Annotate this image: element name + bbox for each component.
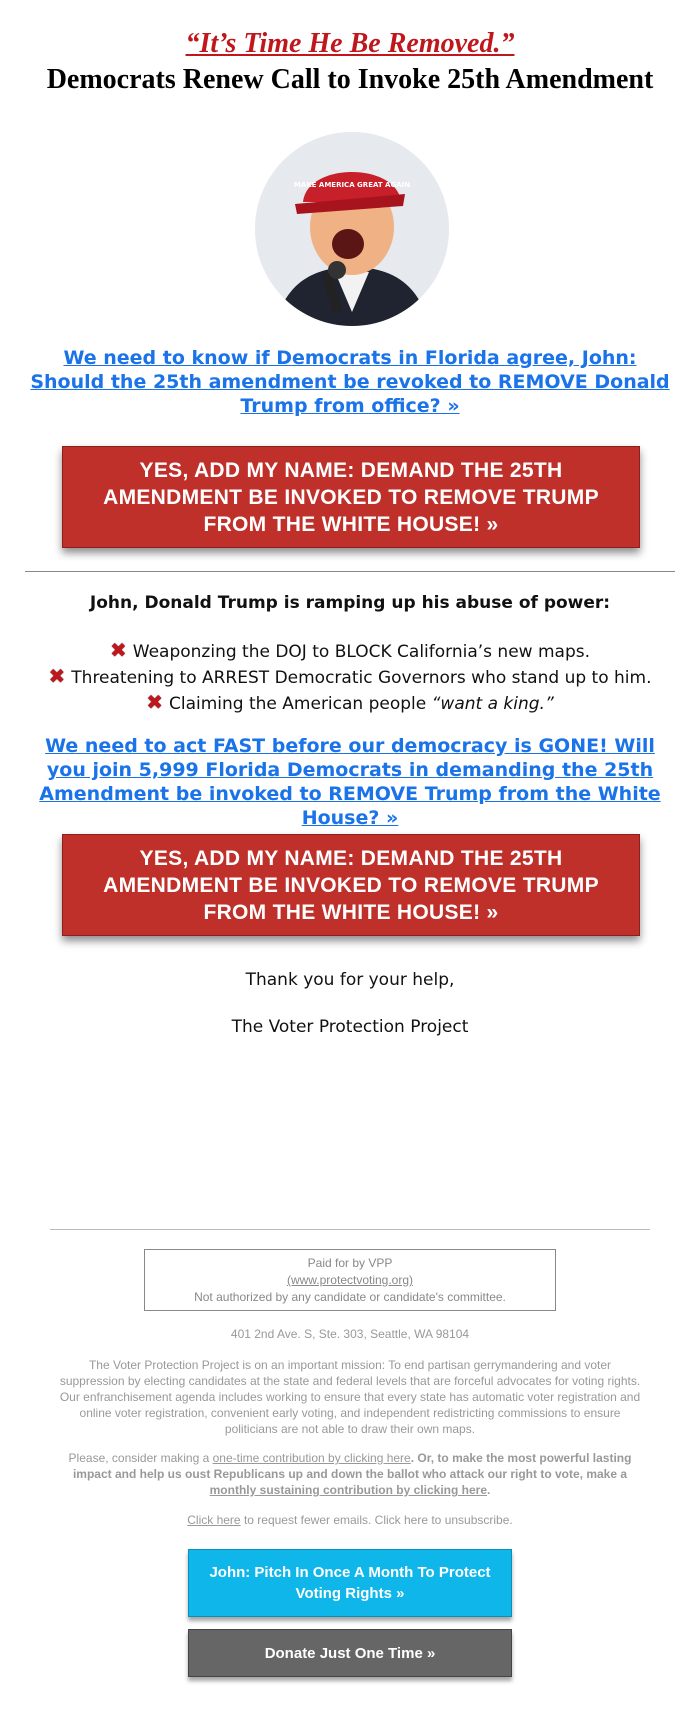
contrib-mid: . Or, to make the most powerful lasting impact and help us oust Republicans up and down the ballot who attack our right to vote, make a	[72, 1451, 632, 1481]
contrib-end: .	[487, 1483, 491, 1497]
lead-text: John, Donald Trump is ramping up his abuse of power:	[89, 593, 611, 613]
x-mark-icon: ✖	[48, 664, 66, 688]
disclaimer: Not authorized by any candidate or candidate's committee.	[194, 1290, 506, 1304]
trump-photo-illustration	[255, 132, 449, 326]
site-link[interactable]: (www.protectvoting.org)	[286, 1273, 414, 1287]
intro-petition-link[interactable]: We need to know if Democrats in Florida agree, John: Should the 25th amendment be revoked to REMOVE Donald Trump from office? »	[30, 347, 670, 417]
add-my-name-button-1[interactable]: YES, ADD MY NAME: DEMAND THE 25TH AMENDMENT BE INVOKED TO REMOVE TRUMP FROM THE WHITE HOUSE! »	[62, 446, 640, 548]
urgent-petition-link[interactable]: We need to act FAST before our democracy is GONE! Will you join 5,999 Florida Democrats in demanding the 25th Amendment be invoked to REMOVE Trump from the White House? »	[39, 735, 661, 829]
fewer-emails-link[interactable]: Click here	[187, 1513, 241, 1527]
x-mark-icon: ✖	[110, 638, 127, 662]
x-mark-icon: ✖	[146, 690, 163, 714]
bullet-text-2: Threatening to ARREST Democratic Governors who stand up to him.	[71, 668, 652, 688]
bullet-quote: “want a king.”	[431, 694, 554, 714]
bullet-list	[0, 638, 700, 716]
contribution-text	[55, 1450, 645, 1498]
list-item	[0, 690, 700, 716]
one-time-contribution-link[interactable]: one-time contribution by clicking here	[212, 1451, 411, 1465]
paid-by: Paid for by VPP	[307, 1256, 393, 1270]
address: 401 2nd Ave. S, Ste. 303, Seattle, WA 98104	[230, 1327, 470, 1341]
bullet-text-3: Claiming the American people	[169, 694, 432, 714]
add-my-name-button-2[interactable]: YES, ADD MY NAME: DEMAND THE 25TH AMENDMENT BE INVOKED TO REMOVE TRUMP FROM THE WHITE HOUSE! »	[62, 834, 640, 936]
headline: Democrats Renew Call to Invoke 25th Amendment	[46, 64, 654, 95]
list-item	[0, 664, 700, 690]
list-item	[0, 638, 700, 664]
hat-text: MAKE AMERICA GREAT AGAIN	[293, 181, 411, 189]
thanks-text: Thank you for your help,	[245, 970, 455, 990]
signature: The Voter Protection Project	[231, 1017, 469, 1037]
trump-photo[interactable]	[255, 132, 449, 326]
divider	[25, 571, 675, 572]
mission-text: The Voter Protection Project is on an important mission: To end partisan gerrymandering and voter suppression by electing candidates at the state and federal levels that are forceful advocates for voting rights. Our enfranchisement agenda includes working to ensure that every state has automatic voter registration and online voter registration, convenient early voting, and independent redistricting commissions to ensure politicians are not able to draw their own maps.	[59, 1358, 641, 1436]
contrib-pre: Please, consider making a	[68, 1451, 213, 1465]
paid-for-box	[144, 1249, 556, 1311]
kicker-quote: “It’s Time He Be Removed.”	[185, 28, 515, 59]
monthly-contribution-link[interactable]: monthly sustaining contribution by clicking here	[209, 1483, 487, 1497]
one-time-donate-button[interactable]: Donate Just One Time »	[188, 1629, 512, 1677]
unsubscribe-text	[55, 1512, 645, 1528]
footer-divider	[50, 1229, 650, 1230]
monthly-donate-button[interactable]: John: Pitch In Once A Month To Protect Voting Rights »	[188, 1549, 512, 1617]
unsub-rest: to request fewer emails. Click here to unsubscribe.	[240, 1513, 513, 1527]
bullet-text-1: Weaponzing the DOJ to BLOCK California’s new maps.	[132, 642, 590, 662]
